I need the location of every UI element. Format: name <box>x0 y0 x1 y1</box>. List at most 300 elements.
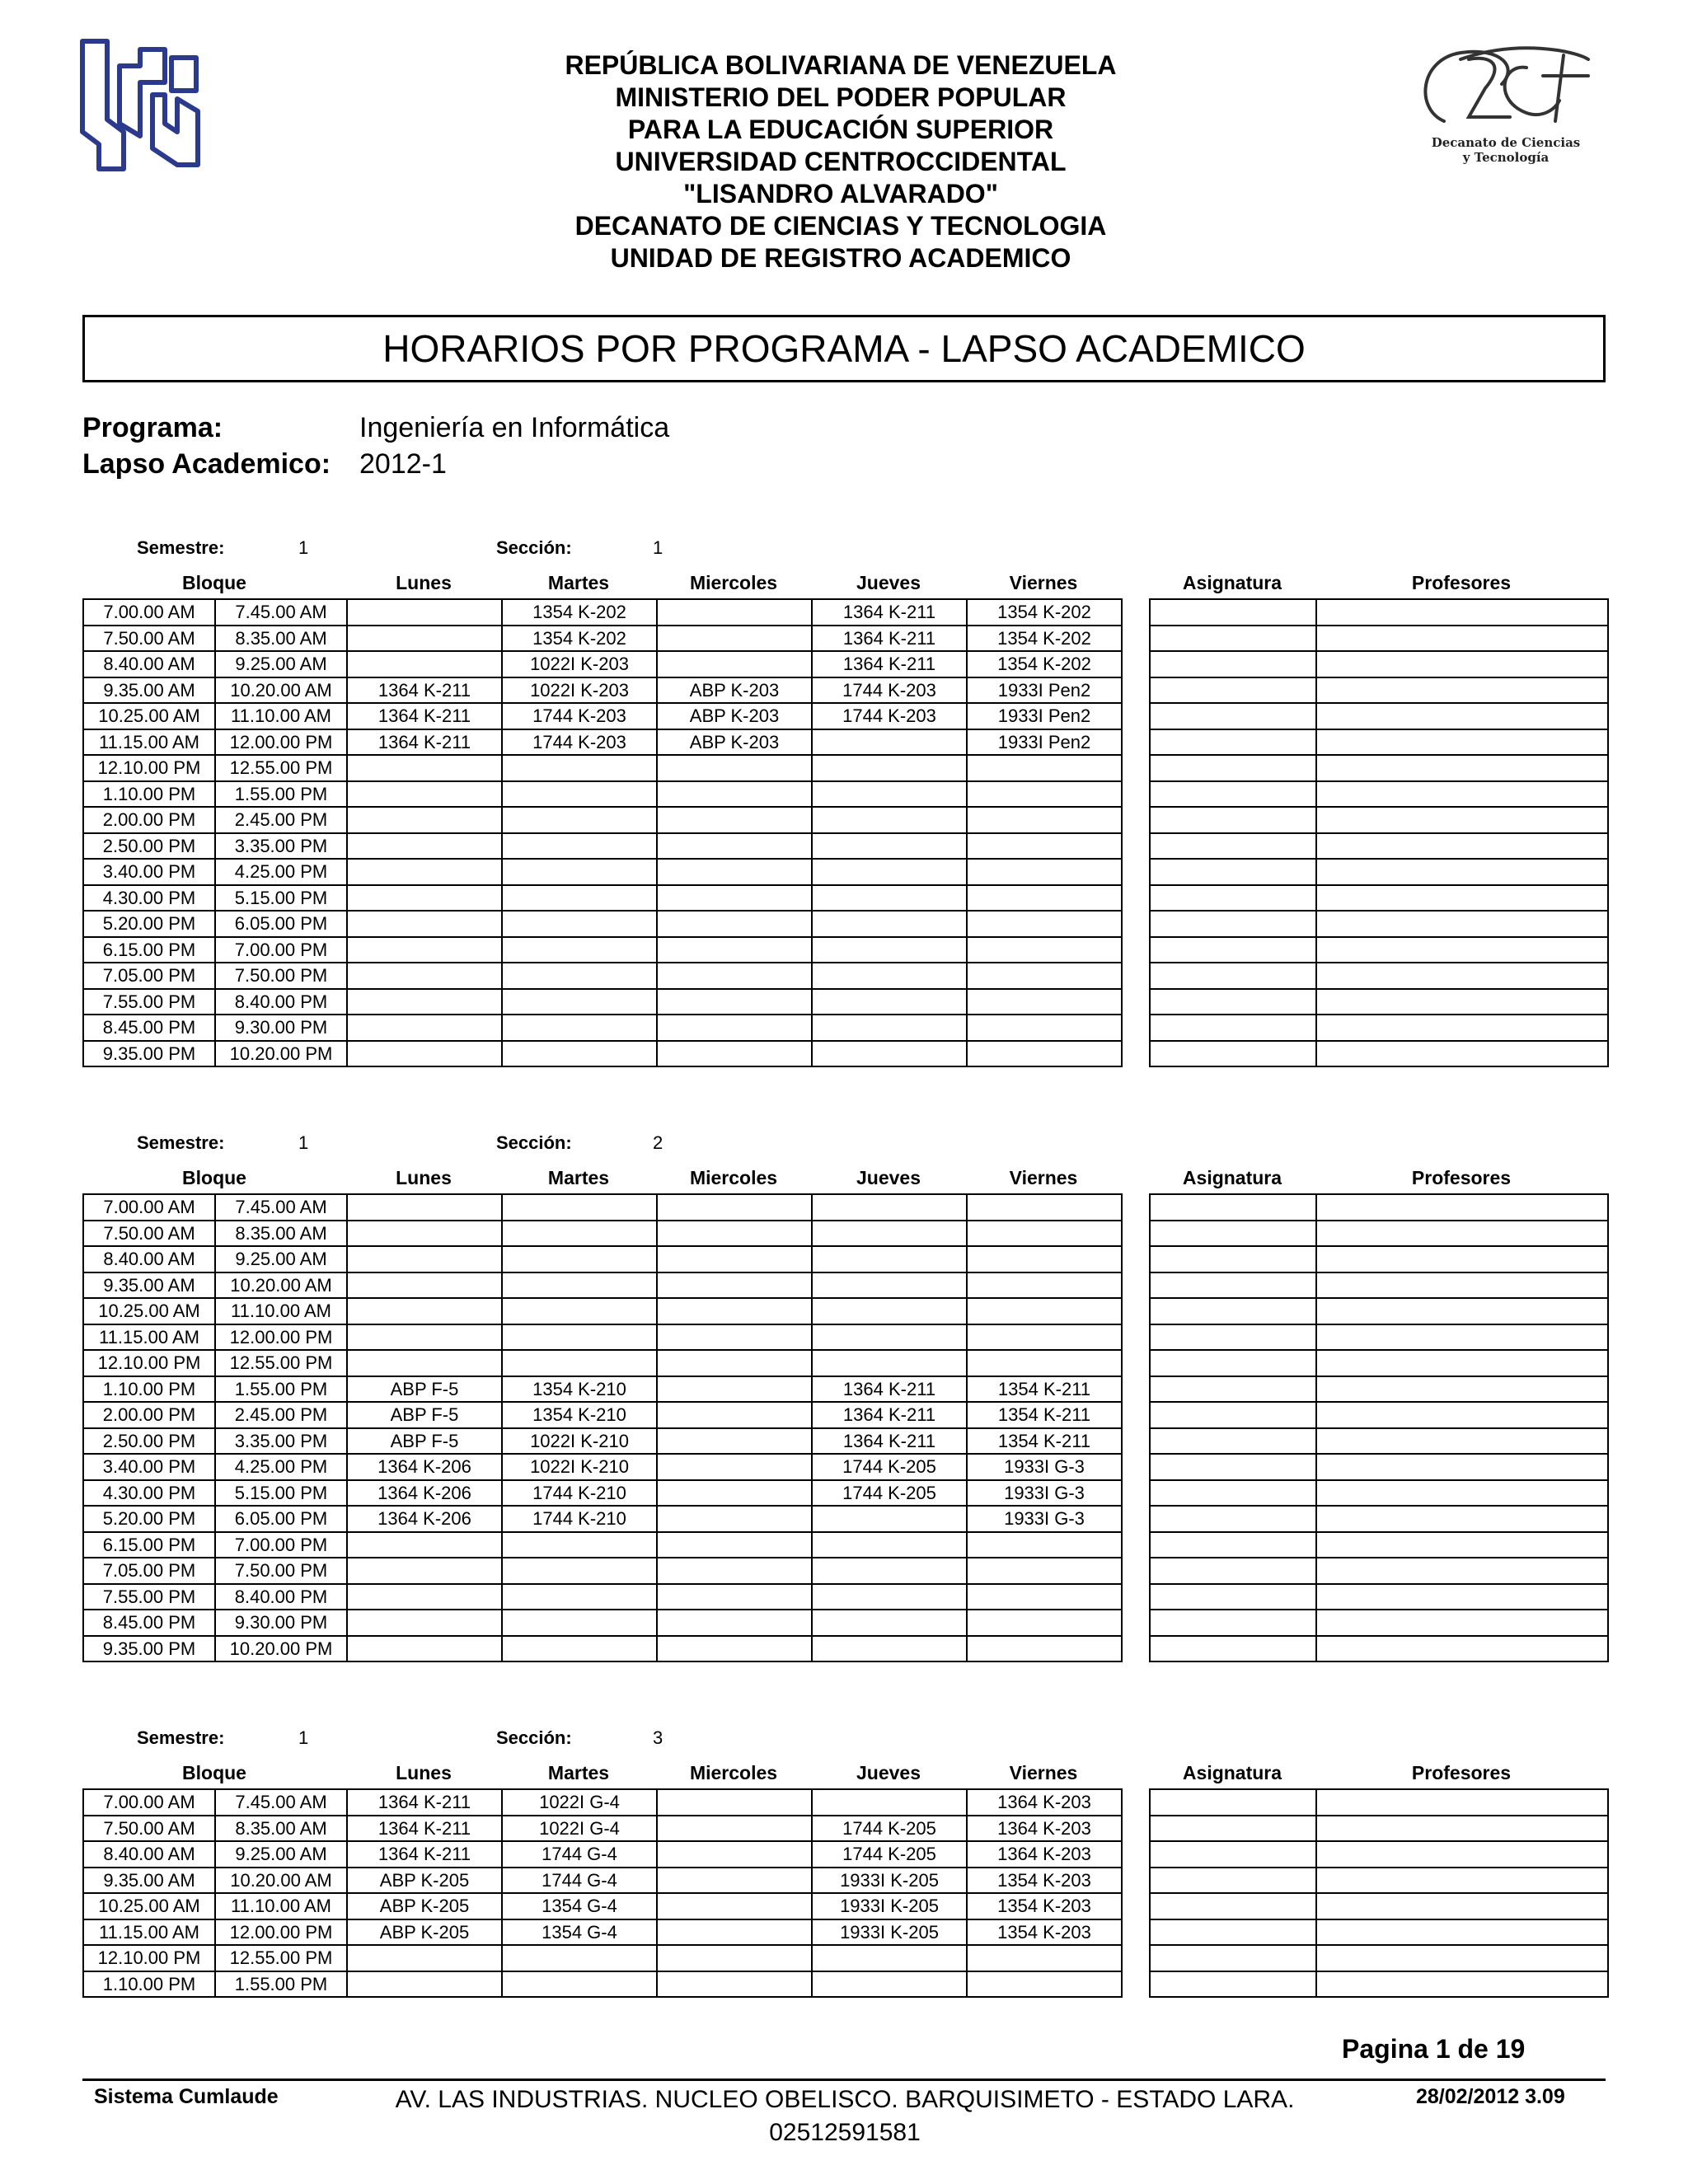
table-cell <box>1150 755 1316 781</box>
table-cell <box>1316 1506 1608 1532</box>
schedule-table <box>82 1788 1123 1998</box>
table-row <box>83 885 1122 912</box>
table-cell: 1364 K-211 <box>812 651 967 677</box>
table-cell <box>347 911 502 937</box>
table-row <box>1150 1610 1608 1636</box>
table-cell: 1364 K-211 <box>347 1789 502 1816</box>
table-row <box>1150 807 1608 833</box>
column-header-bloque: Bloque <box>182 572 246 593</box>
table-cell: 1364 K-211 <box>812 1428 967 1455</box>
table-cell <box>657 1015 812 1041</box>
table-cell: 9.35.00 AM <box>83 1272 215 1299</box>
table-cell <box>1316 1945 1608 1971</box>
table-cell: 1.55.00 PM <box>215 781 347 808</box>
table-cell <box>347 755 502 781</box>
table-cell <box>967 1246 1122 1272</box>
table-cell <box>1316 1532 1608 1558</box>
table-cell <box>657 1841 812 1868</box>
table-cell: 1744 K-203 <box>812 703 967 729</box>
table-cell <box>967 989 1122 1015</box>
table-row <box>1150 989 1608 1015</box>
table-cell <box>1150 703 1316 729</box>
table-cell <box>812 937 967 963</box>
table-cell: 5.15.00 PM <box>215 885 347 912</box>
table-cell <box>967 1194 1122 1221</box>
table-cell: 1364 K-206 <box>347 1506 502 1532</box>
table-cell <box>502 833 657 860</box>
table-cell: 2.50.00 PM <box>83 833 215 860</box>
table-cell: 1744 G-4 <box>502 1841 657 1868</box>
table-row <box>1150 1194 1608 1221</box>
table-cell: 11.10.00 AM <box>215 703 347 729</box>
table-cell <box>657 1532 812 1558</box>
table-cell: 1364 K-203 <box>967 1841 1122 1868</box>
asignatura-profesores-table <box>1149 1193 1609 1662</box>
table-cell <box>1150 599 1316 626</box>
lapso-label: Lapso Academico: <box>82 448 331 480</box>
table-cell <box>1150 807 1316 833</box>
table-cell: 6.05.00 PM <box>215 911 347 937</box>
table-cell <box>1150 1350 1316 1376</box>
footer-datetime: 28/02/2012 3.09 <box>1416 2085 1565 2108</box>
table-cell <box>967 1324 1122 1351</box>
column-header-profesores: Profesores <box>1411 1167 1512 1188</box>
lapso-value: 2012-1 <box>359 448 447 480</box>
table-cell <box>347 989 502 1015</box>
footer-divider <box>82 2079 1606 2081</box>
table-cell: 2.50.00 PM <box>83 1428 215 1455</box>
semestre-value: 1 <box>298 1132 309 1153</box>
table-cell <box>1316 781 1608 808</box>
table-cell: 7.05.00 PM <box>83 963 215 989</box>
table-cell: 1744 K-210 <box>502 1480 657 1507</box>
table-cell: 1364 K-211 <box>812 1376 967 1403</box>
table-cell <box>1150 1298 1316 1324</box>
header-line: UNIVERSIDAD CENTROCCIDENTAL <box>615 147 1067 176</box>
table-cell <box>347 781 502 808</box>
table-cell <box>657 651 812 677</box>
column-header-asignatura: Asignatura <box>1182 572 1282 593</box>
decanato-logo-caption <box>1411 135 1601 165</box>
seccion-label: Sección: <box>496 1727 572 1748</box>
table-cell <box>1150 1015 1316 1041</box>
table-cell: 1364 K-211 <box>347 729 502 756</box>
table-cell: 9.25.00 AM <box>215 1841 347 1868</box>
table-cell: 12.10.00 PM <box>83 755 215 781</box>
table-cell <box>1316 755 1608 781</box>
table-cell <box>657 937 812 963</box>
table-row <box>83 1324 1122 1351</box>
table-cell <box>347 1246 502 1272</box>
table-cell <box>1150 1893 1316 1919</box>
table-cell <box>1316 1454 1608 1480</box>
column-header-miercoles: Miercoles <box>689 572 778 593</box>
table-cell: 7.50.00 AM <box>83 1816 215 1842</box>
table-cell <box>347 1971 502 1998</box>
table-cell <box>502 989 657 1015</box>
table-cell <box>502 807 657 833</box>
table-cell: 7.45.00 AM <box>215 599 347 626</box>
column-header-jueves: Jueves <box>856 1167 921 1188</box>
table-row <box>1150 1376 1608 1403</box>
table-cell <box>812 1584 967 1610</box>
table-cell <box>1316 1298 1608 1324</box>
table-row <box>83 1272 1122 1299</box>
table-cell <box>347 807 502 833</box>
table-cell <box>967 911 1122 937</box>
table-cell: 1364 K-203 <box>967 1816 1122 1842</box>
table-cell <box>1150 1971 1316 1998</box>
table-cell <box>502 1015 657 1041</box>
table-cell: 1933I Pen2 <box>967 703 1122 729</box>
footer-address: AV. LAS INDUSTRIAS. NUCLEO OBELISCO. BARQUISIMETO - ESTADO LARA. <box>395 2086 1295 2113</box>
table-cell <box>1150 1558 1316 1584</box>
column-header-martes: Martes <box>547 1762 610 1783</box>
table-cell <box>1150 1428 1316 1455</box>
table-cell <box>657 1272 812 1299</box>
table-cell: 2.00.00 PM <box>83 807 215 833</box>
table-cell: 7.00.00 PM <box>215 937 347 963</box>
table-cell <box>1150 781 1316 808</box>
table-cell <box>1150 911 1316 937</box>
table-row <box>83 1971 1122 1998</box>
table-cell <box>1150 859 1316 885</box>
table-row <box>83 1506 1122 1532</box>
table-cell <box>502 1246 657 1272</box>
table-cell: 1.10.00 PM <box>83 1971 215 1998</box>
asignatura-profesores-table <box>1149 1788 1609 1998</box>
table-cell: 6.05.00 PM <box>215 1506 347 1532</box>
table-cell: 8.40.00 AM <box>83 1841 215 1868</box>
column-header-bloque: Bloque <box>182 1167 246 1188</box>
table-cell <box>657 599 812 626</box>
table-cell <box>657 911 812 937</box>
table-cell: 1354 K-211 <box>967 1402 1122 1428</box>
table-cell <box>657 807 812 833</box>
table-cell: 5.20.00 PM <box>83 911 215 937</box>
table-row <box>1150 651 1608 677</box>
column-header-martes: Martes <box>547 1167 610 1188</box>
table-cell: 10.20.00 AM <box>215 677 347 704</box>
table-cell: 1744 K-210 <box>502 1506 657 1532</box>
table-row <box>1150 1971 1608 1998</box>
table-cell: 1022I G-4 <box>502 1816 657 1842</box>
column-header-profesores: Profesores <box>1411 572 1512 593</box>
table-cell <box>967 1350 1122 1376</box>
table-cell: ABP F-5 <box>347 1376 502 1403</box>
table-row <box>83 963 1122 989</box>
table-cell <box>347 937 502 963</box>
table-cell <box>1150 1584 1316 1610</box>
table-cell: 1354 K-203 <box>967 1919 1122 1946</box>
table-cell <box>812 1298 967 1324</box>
table-cell <box>967 1610 1122 1636</box>
semestre-label: Semestre: <box>137 537 225 558</box>
table-row <box>83 781 1122 808</box>
table-row <box>83 1868 1122 1894</box>
table-row <box>1150 1041 1608 1067</box>
table-row <box>1150 963 1608 989</box>
decanato-logo <box>1411 43 1601 175</box>
table-cell <box>967 1532 1122 1558</box>
table-cell: 1364 K-206 <box>347 1454 502 1480</box>
table-cell: 1354 G-4 <box>502 1919 657 1946</box>
table-cell <box>347 1041 502 1067</box>
table-cell <box>1316 807 1608 833</box>
table-cell: 1364 K-211 <box>812 1402 967 1428</box>
header-line: UNIDAD DE REGISTRO ACADEMICO <box>610 243 1071 273</box>
table-cell <box>812 1194 967 1221</box>
table-cell <box>812 1041 967 1067</box>
table-cell: 8.40.00 PM <box>215 1584 347 1610</box>
column-header-viernes: Viernes <box>1009 572 1078 593</box>
table-cell: 8.45.00 PM <box>83 1610 215 1636</box>
column-header-asignatura: Asignatura <box>1182 1762 1282 1783</box>
table-cell <box>1316 1428 1608 1455</box>
table-cell <box>1316 1015 1608 1041</box>
table-cell <box>347 859 502 885</box>
table-cell <box>347 1350 502 1376</box>
table-cell: 1354 K-210 <box>502 1402 657 1428</box>
table-cell: 7.45.00 AM <box>215 1194 347 1221</box>
table-cell: 1354 G-4 <box>502 1893 657 1919</box>
table-cell <box>1316 1221 1608 1247</box>
table-cell <box>1316 1816 1608 1842</box>
table-cell: 2.45.00 PM <box>215 1402 347 1428</box>
table-cell <box>347 599 502 626</box>
table-cell: 9.25.00 AM <box>215 1246 347 1272</box>
table-cell <box>1150 626 1316 652</box>
table-cell <box>502 1945 657 1971</box>
table-cell <box>657 1816 812 1842</box>
table-cell <box>657 1298 812 1324</box>
table-row <box>1150 885 1608 912</box>
table-row <box>83 937 1122 963</box>
table-cell <box>502 1041 657 1067</box>
table-cell: 7.55.00 PM <box>83 989 215 1015</box>
table-cell: 1.55.00 PM <box>215 1376 347 1403</box>
table-row <box>83 807 1122 833</box>
table-cell <box>812 1246 967 1272</box>
table-cell: 11.15.00 AM <box>83 1324 215 1351</box>
table-cell: ABP F-5 <box>347 1402 502 1428</box>
table-row <box>1150 1636 1608 1662</box>
table-cell: 6.15.00 PM <box>83 1532 215 1558</box>
table-cell: 1.55.00 PM <box>215 1971 347 1998</box>
table-cell <box>1150 1506 1316 1532</box>
table-cell <box>967 963 1122 989</box>
table-cell: 1354 K-210 <box>502 1376 657 1403</box>
table-cell: 1022I G-4 <box>502 1789 657 1816</box>
table-cell <box>1150 1402 1316 1428</box>
table-cell <box>1316 1558 1608 1584</box>
table-row <box>1150 1428 1608 1455</box>
table-row <box>83 1841 1122 1868</box>
report-title: HORARIOS POR PROGRAMA - LAPSO ACADEMICO <box>82 315 1606 382</box>
table-cell <box>1150 1480 1316 1507</box>
header-line: PARA LA EDUCACIÓN SUPERIOR <box>627 115 1054 144</box>
table-cell <box>347 1636 502 1662</box>
table-cell: 1354 K-203 <box>967 1868 1122 1894</box>
table-cell <box>1316 599 1608 626</box>
table-cell <box>1316 677 1608 704</box>
table-cell <box>1150 833 1316 860</box>
table-cell <box>347 1272 502 1299</box>
table-cell: 10.20.00 PM <box>215 1041 347 1067</box>
table-cell <box>347 833 502 860</box>
table-cell <box>1150 651 1316 677</box>
table-cell: 5.15.00 PM <box>215 1480 347 1507</box>
table-cell: 1354 K-202 <box>967 651 1122 677</box>
table-cell <box>1150 1816 1316 1842</box>
table-row <box>83 677 1122 704</box>
table-cell: 1364 K-211 <box>812 626 967 652</box>
table-cell: 1354 K-211 <box>967 1428 1122 1455</box>
table-cell <box>502 1298 657 1324</box>
column-header-miercoles: Miercoles <box>689 1167 778 1188</box>
table-row <box>83 1246 1122 1272</box>
table-cell <box>347 651 502 677</box>
table-cell <box>812 1532 967 1558</box>
table-row <box>1150 1816 1608 1842</box>
table-cell <box>657 833 812 860</box>
table-cell: 3.35.00 PM <box>215 833 347 860</box>
semestre-label: Semestre: <box>137 1132 225 1153</box>
header-line: DECANATO DE CIENCIAS Y TECNOLOGIA <box>574 211 1107 241</box>
table-cell <box>502 1350 657 1376</box>
seccion-value: 3 <box>653 1727 663 1748</box>
table-row <box>83 1221 1122 1247</box>
table-cell <box>657 989 812 1015</box>
page-label: Pagina 1 de <box>1342 2034 1489 2064</box>
column-header-jueves: Jueves <box>856 1762 921 1783</box>
table-cell <box>657 1636 812 1662</box>
table-cell <box>502 1971 657 1998</box>
table-cell: 12.10.00 PM <box>83 1350 215 1376</box>
table-cell <box>1150 937 1316 963</box>
table-cell <box>1316 729 1608 756</box>
table-row <box>83 1584 1122 1610</box>
table-cell: 1.10.00 PM <box>83 1376 215 1403</box>
table-cell: 7.50.00 PM <box>215 963 347 989</box>
table-cell <box>812 1789 967 1816</box>
semestre-value: 1 <box>298 537 309 558</box>
table-row <box>1150 1506 1608 1532</box>
table-cell: 1933I Pen2 <box>967 677 1122 704</box>
table-cell <box>1150 989 1316 1015</box>
table-cell <box>967 937 1122 963</box>
table-cell: 1744 K-205 <box>812 1816 967 1842</box>
table-cell <box>657 1194 812 1221</box>
table-cell: ABP K-205 <box>347 1919 502 1946</box>
table-cell <box>1316 833 1608 860</box>
table-row <box>1150 1789 1608 1816</box>
table-cell <box>967 1945 1122 1971</box>
table-row <box>83 1041 1122 1067</box>
table-cell: 5.20.00 PM <box>83 1506 215 1532</box>
table-cell <box>1316 1194 1608 1221</box>
table-cell <box>812 1558 967 1584</box>
table-row <box>1150 1584 1608 1610</box>
table-cell: 9.35.00 PM <box>83 1636 215 1662</box>
column-header-jueves: Jueves <box>856 572 921 593</box>
table-cell <box>1150 677 1316 704</box>
table-cell: 1744 K-205 <box>812 1454 967 1480</box>
table-cell <box>812 859 967 885</box>
table-row <box>83 599 1122 626</box>
table-cell <box>812 833 967 860</box>
table-row <box>1150 1945 1608 1971</box>
table-cell: 7.50.00 AM <box>83 1221 215 1247</box>
table-cell <box>657 1945 812 1971</box>
table-cell: 1744 K-205 <box>812 1480 967 1507</box>
page-number <box>1342 2034 1525 2064</box>
table-row <box>83 1402 1122 1428</box>
table-cell <box>502 1636 657 1662</box>
table-cell: 2.45.00 PM <box>215 807 347 833</box>
table-cell <box>812 1636 967 1662</box>
table-cell <box>812 1350 967 1376</box>
table-cell: 1354 K-202 <box>967 626 1122 652</box>
table-cell <box>1316 989 1608 1015</box>
column-header-profesores: Profesores <box>1411 1762 1512 1783</box>
table-cell <box>1316 911 1608 937</box>
table-cell <box>1150 1868 1316 1894</box>
table-cell: 10.25.00 AM <box>83 1298 215 1324</box>
table-cell: 8.35.00 AM <box>215 1816 347 1842</box>
table-row <box>1150 729 1608 756</box>
table-cell <box>1316 1480 1608 1507</box>
table-row <box>83 1376 1122 1403</box>
table-cell: 7.05.00 PM <box>83 1558 215 1584</box>
table-cell: 1744 K-205 <box>812 1841 967 1868</box>
logo-caption-line: y Tecnología <box>1462 150 1550 165</box>
table-cell <box>657 1868 812 1894</box>
table-cell: 1744 G-4 <box>502 1868 657 1894</box>
table-cell <box>1316 1324 1608 1351</box>
table-cell: 6.15.00 PM <box>83 937 215 963</box>
table-cell <box>657 781 812 808</box>
table-cell <box>812 729 967 756</box>
table-cell <box>347 1584 502 1610</box>
table-cell <box>1150 1324 1316 1351</box>
table-cell <box>1150 1454 1316 1480</box>
table-cell <box>657 1971 812 1998</box>
table-cell: 12.55.00 PM <box>215 1945 347 1971</box>
table-cell: 3.35.00 PM <box>215 1428 347 1455</box>
table-cell: 1354 K-211 <box>967 1376 1122 1403</box>
table-cell: ABP K-203 <box>657 677 812 704</box>
table-cell <box>502 963 657 989</box>
table-cell: 1364 K-211 <box>812 599 967 626</box>
table-cell <box>812 1221 967 1247</box>
table-row <box>1150 1480 1608 1507</box>
table-cell: 10.25.00 AM <box>83 703 215 729</box>
institution-header <box>462 49 1220 274</box>
table-row <box>83 729 1122 756</box>
table-cell <box>812 963 967 989</box>
table-cell <box>657 1246 812 1272</box>
table-cell: 1364 K-211 <box>347 1816 502 1842</box>
table-row <box>1150 1402 1608 1428</box>
table-cell <box>1316 626 1608 652</box>
table-cell <box>347 1558 502 1584</box>
table-cell: 4.25.00 PM <box>215 859 347 885</box>
table-cell: 4.30.00 PM <box>83 885 215 912</box>
table-cell <box>1316 1636 1608 1662</box>
table-cell <box>1316 1971 1608 1998</box>
table-cell <box>347 963 502 989</box>
